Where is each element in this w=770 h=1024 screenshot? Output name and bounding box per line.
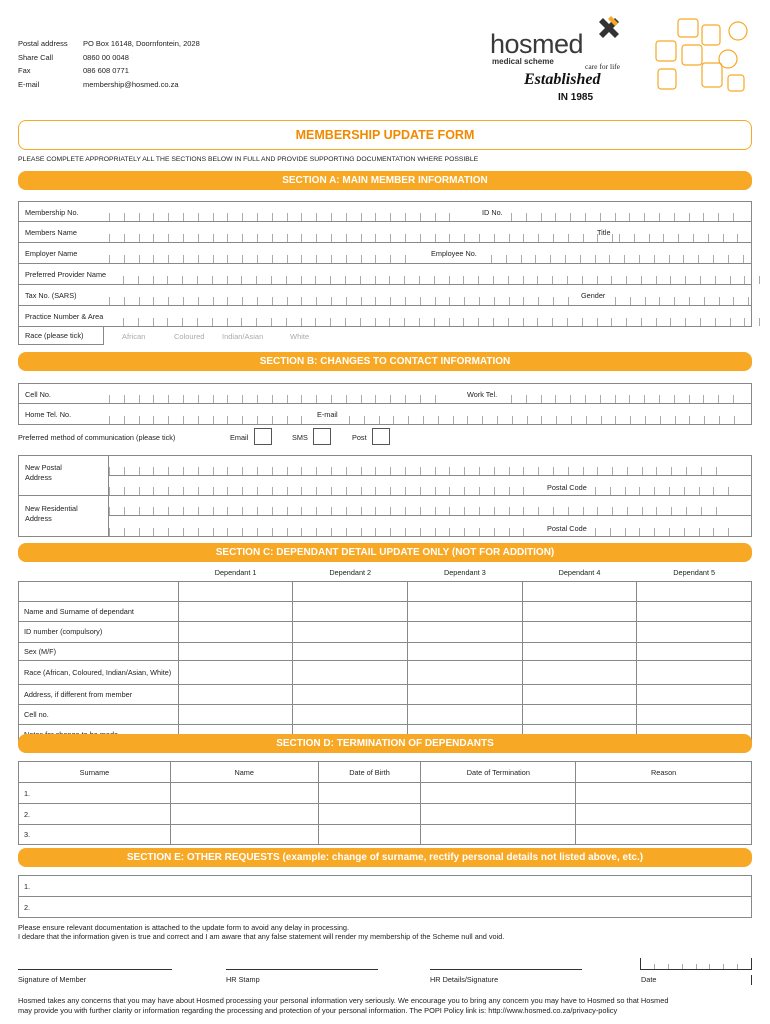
home-tel-boxes[interactable] xyxy=(109,404,316,424)
id-no-boxes[interactable] xyxy=(511,202,748,221)
hr-details-label: HR Details/Signature xyxy=(430,975,499,984)
declaration-line-1: Please ensure relevant documentation is attached to the update form to avoid any delay in processing. xyxy=(18,923,349,932)
race-option-coloured[interactable]: Coloured xyxy=(174,332,205,341)
practice-no-boxes[interactable] xyxy=(123,306,770,326)
termination-header-row: Surname Name Date of Birth Date of Termination Reason xyxy=(19,762,752,783)
gender-boxes[interactable] xyxy=(615,285,763,305)
table-row: 2. xyxy=(19,804,752,825)
section-a-header: SECTION A: MAIN MEMBER INFORMATION xyxy=(18,171,752,190)
table-row: 3. xyxy=(19,825,752,845)
table-row: Name and Surname of dependant xyxy=(19,601,752,621)
hr-stamp-line[interactable] xyxy=(226,969,378,970)
postal-line-2-boxes[interactable] xyxy=(109,476,538,495)
employer-name-boxes[interactable] xyxy=(109,243,420,263)
section-d-header: SECTION D: TERMINATION OF DEPENDANTS xyxy=(18,734,752,753)
logo-subtitle: medical scheme xyxy=(492,57,554,66)
table-row: Sex (M/F) xyxy=(19,642,752,660)
member-signature-label: Signature of Member xyxy=(18,975,87,984)
new-postal-address-field[interactable]: New Postal Address Postal Code xyxy=(18,455,752,496)
table-row: Cell no. xyxy=(19,704,752,724)
member-signature-line[interactable] xyxy=(18,969,172,970)
declaration-line-2: I dedare that the information given is true and correct and I am aware that any false statement will render my membership of the Scheme null and void. xyxy=(18,932,505,941)
logo-year: IN 1985 xyxy=(558,92,594,103)
form-title: MEMBERSHIP UPDATE FORM xyxy=(18,120,752,150)
plus-cross-icon xyxy=(594,15,624,43)
race-option-white[interactable]: White xyxy=(290,332,310,341)
table-row xyxy=(19,581,752,601)
section-c-header: SECTION C: DEPENDANT DETAIL UPDATE ONLY (NOT FOR ADDITION) xyxy=(18,543,752,562)
employer-name-field[interactable]: Employer Name Employee No. xyxy=(18,243,752,264)
contact-row-postal: Postal address PO Box 16148, Doornfontein, 2028 xyxy=(18,39,200,48)
medical-icons-graphic xyxy=(638,15,753,110)
table-row: 2. xyxy=(19,897,752,918)
race-option-indian-asian[interactable]: Indian/Asian xyxy=(222,332,264,341)
postal-code-boxes[interactable] xyxy=(595,476,743,495)
table-row: ID number (compulsory) xyxy=(19,621,752,642)
res-postal-code-boxes[interactable] xyxy=(595,516,743,536)
preferred-provider-boxes[interactable] xyxy=(123,264,770,284)
employee-no-boxes[interactable] xyxy=(491,243,757,263)
race-option-african[interactable]: African xyxy=(122,332,146,341)
instructions: PLEASE COMPLETE APPROPRIATELY ALL THE SECTIONS BELOW IN FULL AND PROVIDE SUPPORTING DOCUMENTATION WHERE POSSIBLE xyxy=(18,156,479,163)
logo-name: hosmed xyxy=(490,29,584,59)
table-row: Address, if different from member xyxy=(19,684,752,704)
members-name-boxes[interactable] xyxy=(109,222,627,242)
race-field: Race (please tick) African Coloured Indian/Asian White xyxy=(18,327,318,345)
email-boxes[interactable] xyxy=(349,404,749,424)
email-checkbox[interactable] xyxy=(254,428,272,445)
preferred-provider-field[interactable]: Preferred Provider Name xyxy=(18,264,752,285)
logo-established: Established xyxy=(524,71,601,88)
other-requests-table xyxy=(18,875,752,918)
preferred-method-row: Preferred method of communication (please tick) Email SMS Post xyxy=(18,428,418,448)
hosmed-logo xyxy=(490,15,755,115)
dependant-header-row: Dependant 1 Dependant 2 Dependant 3 Dependant 4 Dependant 5 xyxy=(214,568,716,578)
popi-line-1: Hosmed takes any concerns that you may have about Hosmed processing your personal information very seriously. We encourage you to bring any concern you may have to Hosmed so that Hosmed xyxy=(18,996,669,1005)
table-row: Race (African, Coloured, Indian/Asian, White) xyxy=(19,660,752,684)
section-e-header: SECTION E: OTHER REQUESTS (example: change of surname, rectify personal details not listed above, etc.) xyxy=(18,848,752,867)
title-boxes[interactable] xyxy=(619,222,752,242)
new-residential-address-field[interactable]: New Residential Address Postal Code xyxy=(18,496,752,537)
members-name-field[interactable]: Members Name Title xyxy=(18,222,752,243)
practice-no-field[interactable]: Practice Number & Area xyxy=(18,306,752,327)
tax-no-field[interactable]: Tax No. (SARS) Gender xyxy=(18,285,752,306)
date-boxes[interactable] xyxy=(640,958,752,970)
membership-no-field[interactable]: Membership No. ID No. xyxy=(18,201,752,222)
work-tel-boxes[interactable] xyxy=(511,384,748,403)
contact-row-email: E-mail membership@hosmed.co.za xyxy=(18,79,179,89)
section-b-header: SECTION B: CHANGES TO CONTACT INFORMATION xyxy=(18,352,752,371)
cell-no-field[interactable]: Cell No. Work Tel. xyxy=(18,383,752,404)
home-tel-field[interactable]: Home Tel. No. E-mail xyxy=(18,404,752,425)
membership-no-boxes[interactable] xyxy=(109,202,464,221)
sms-checkbox[interactable] xyxy=(313,428,331,445)
logo-tagline: care for life xyxy=(585,62,620,71)
contact-row-fax: Fax 086 608 0771 xyxy=(18,66,129,75)
cell-no-boxes[interactable] xyxy=(109,384,449,403)
res-line-2-boxes[interactable] xyxy=(109,516,538,536)
post-checkbox[interactable] xyxy=(372,428,390,445)
popi-line-2: may provide you with further clarity or information regarding the processing and protection of your personal information. The POPI Policy link is: http://www.hosmed.co.za/privacy-policy xyxy=(18,1006,618,1015)
hr-details-line[interactable] xyxy=(430,969,582,970)
termination-table xyxy=(18,761,752,845)
res-line-1-boxes[interactable] xyxy=(109,496,730,515)
tax-no-boxes[interactable] xyxy=(109,285,583,305)
contact-row-share-call: Share Call 0860 00 0048 xyxy=(18,52,129,62)
hr-stamp-label: HR Stamp xyxy=(226,975,260,984)
contact-block xyxy=(18,37,200,91)
dependant-table xyxy=(18,565,752,745)
date-label: Date xyxy=(641,975,657,984)
table-row: 1. xyxy=(19,876,752,897)
postal-line-1-boxes[interactable] xyxy=(109,456,730,475)
table-row: 1. xyxy=(19,783,752,804)
